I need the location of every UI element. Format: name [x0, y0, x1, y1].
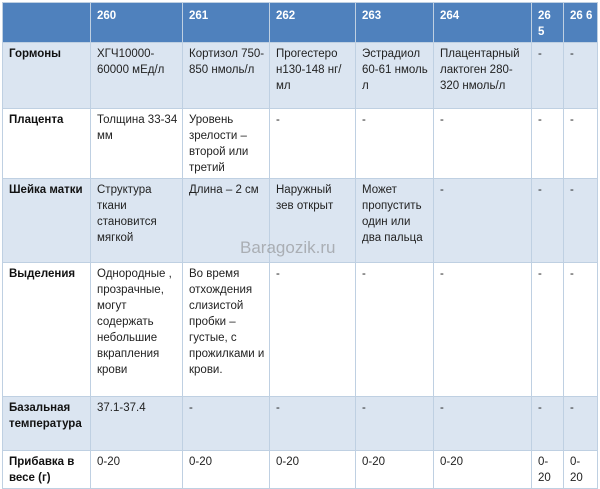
row-label: Плацента: [3, 109, 91, 179]
site-watermark: Baragozik.ru: [240, 238, 336, 257]
row-label: Шейка матки: [3, 179, 91, 263]
table-cell: 0-20: [270, 451, 356, 489]
table-cell: -: [564, 109, 598, 179]
table-cell: Кортизол 750-850 нмоль/л: [183, 43, 270, 109]
table-cell: -: [434, 397, 532, 451]
table-cell: -: [183, 397, 270, 451]
table-cell: 0-20: [434, 451, 532, 489]
table-row-discharge: [3, 263, 598, 397]
table-cell: 0-20: [91, 451, 183, 489]
header-cell-day: 264: [434, 3, 532, 43]
table-row-basal-temperature: [3, 397, 598, 451]
table-cell: -: [356, 397, 434, 451]
table-cell: -: [564, 263, 598, 397]
header-cell-day: 26 6: [564, 3, 598, 43]
row-label: Выделения: [3, 263, 91, 397]
table-row-cervix: [3, 179, 598, 263]
table-cell: -: [564, 179, 598, 263]
header-cell-day: 263: [356, 3, 434, 43]
table-cell: 0-20: [356, 451, 434, 489]
table-cell: -: [532, 397, 564, 451]
table-cell: -: [532, 179, 564, 263]
table-cell: -: [532, 109, 564, 179]
table-cell: Толщина 33-34 мм: [91, 109, 183, 179]
table-cell: -: [434, 263, 532, 397]
table-row-hormones: [3, 43, 598, 109]
table-cell: -: [532, 263, 564, 397]
header-row: [3, 3, 598, 43]
table-cell: Плацентарный лактоген 280-320 нмоль/л: [434, 43, 532, 109]
table-cell: 0-20: [532, 451, 564, 489]
table-row-weight-gain: [3, 451, 598, 489]
header-cell-day: 26 5: [532, 3, 564, 43]
table-cell: Прогестеро н130-148 нг/мл: [270, 43, 356, 109]
table-cell: -: [434, 179, 532, 263]
table-cell: 37.1-37.4: [91, 397, 183, 451]
table-cell: -: [564, 397, 598, 451]
table-row-placenta: [3, 109, 598, 179]
header-cell-corner: [3, 3, 91, 43]
table-cell: Может пропустить один или два пальца: [356, 179, 434, 263]
table-cell: -: [356, 263, 434, 397]
table-cell: -: [532, 43, 564, 109]
table-cell: Длина – 2 см: [183, 179, 270, 263]
table-cell: -: [434, 109, 532, 179]
row-label: Прибавка в весе (г): [3, 451, 91, 489]
header-cell-day: 261: [183, 3, 270, 43]
table-cell: Наружный зев открыт: [270, 179, 356, 263]
row-label: Базальная температура: [3, 397, 91, 451]
row-label: Гормоны: [3, 43, 91, 109]
pregnancy-day-table: [2, 2, 598, 489]
table-cell: 0-20: [564, 451, 598, 489]
table-cell: -: [356, 109, 434, 179]
table-cell: ХГЧ10000-60000 мЕд/л: [91, 43, 183, 109]
table-cell: -: [270, 397, 356, 451]
table-cell: Эстрадиол 60-61 нмоль л: [356, 43, 434, 109]
table-cell: Во время отхождения слизистой пробки – густые, с прожилками и крови.: [183, 263, 270, 397]
table-cell: Уровень зрелости – второй или третий: [183, 109, 270, 179]
table-cell: Структура ткани становится мягкой: [91, 179, 183, 263]
table-cell: Однородные , прозрачные, могут содержать небольшие вкрапления крови: [91, 263, 183, 397]
table-cell: -: [270, 263, 356, 397]
table-cell: -: [270, 109, 356, 179]
table-cell: 0-20: [183, 451, 270, 489]
header-cell-day: 262: [270, 3, 356, 43]
header-cell-day: 260: [91, 3, 183, 43]
table-cell: -: [564, 43, 598, 109]
